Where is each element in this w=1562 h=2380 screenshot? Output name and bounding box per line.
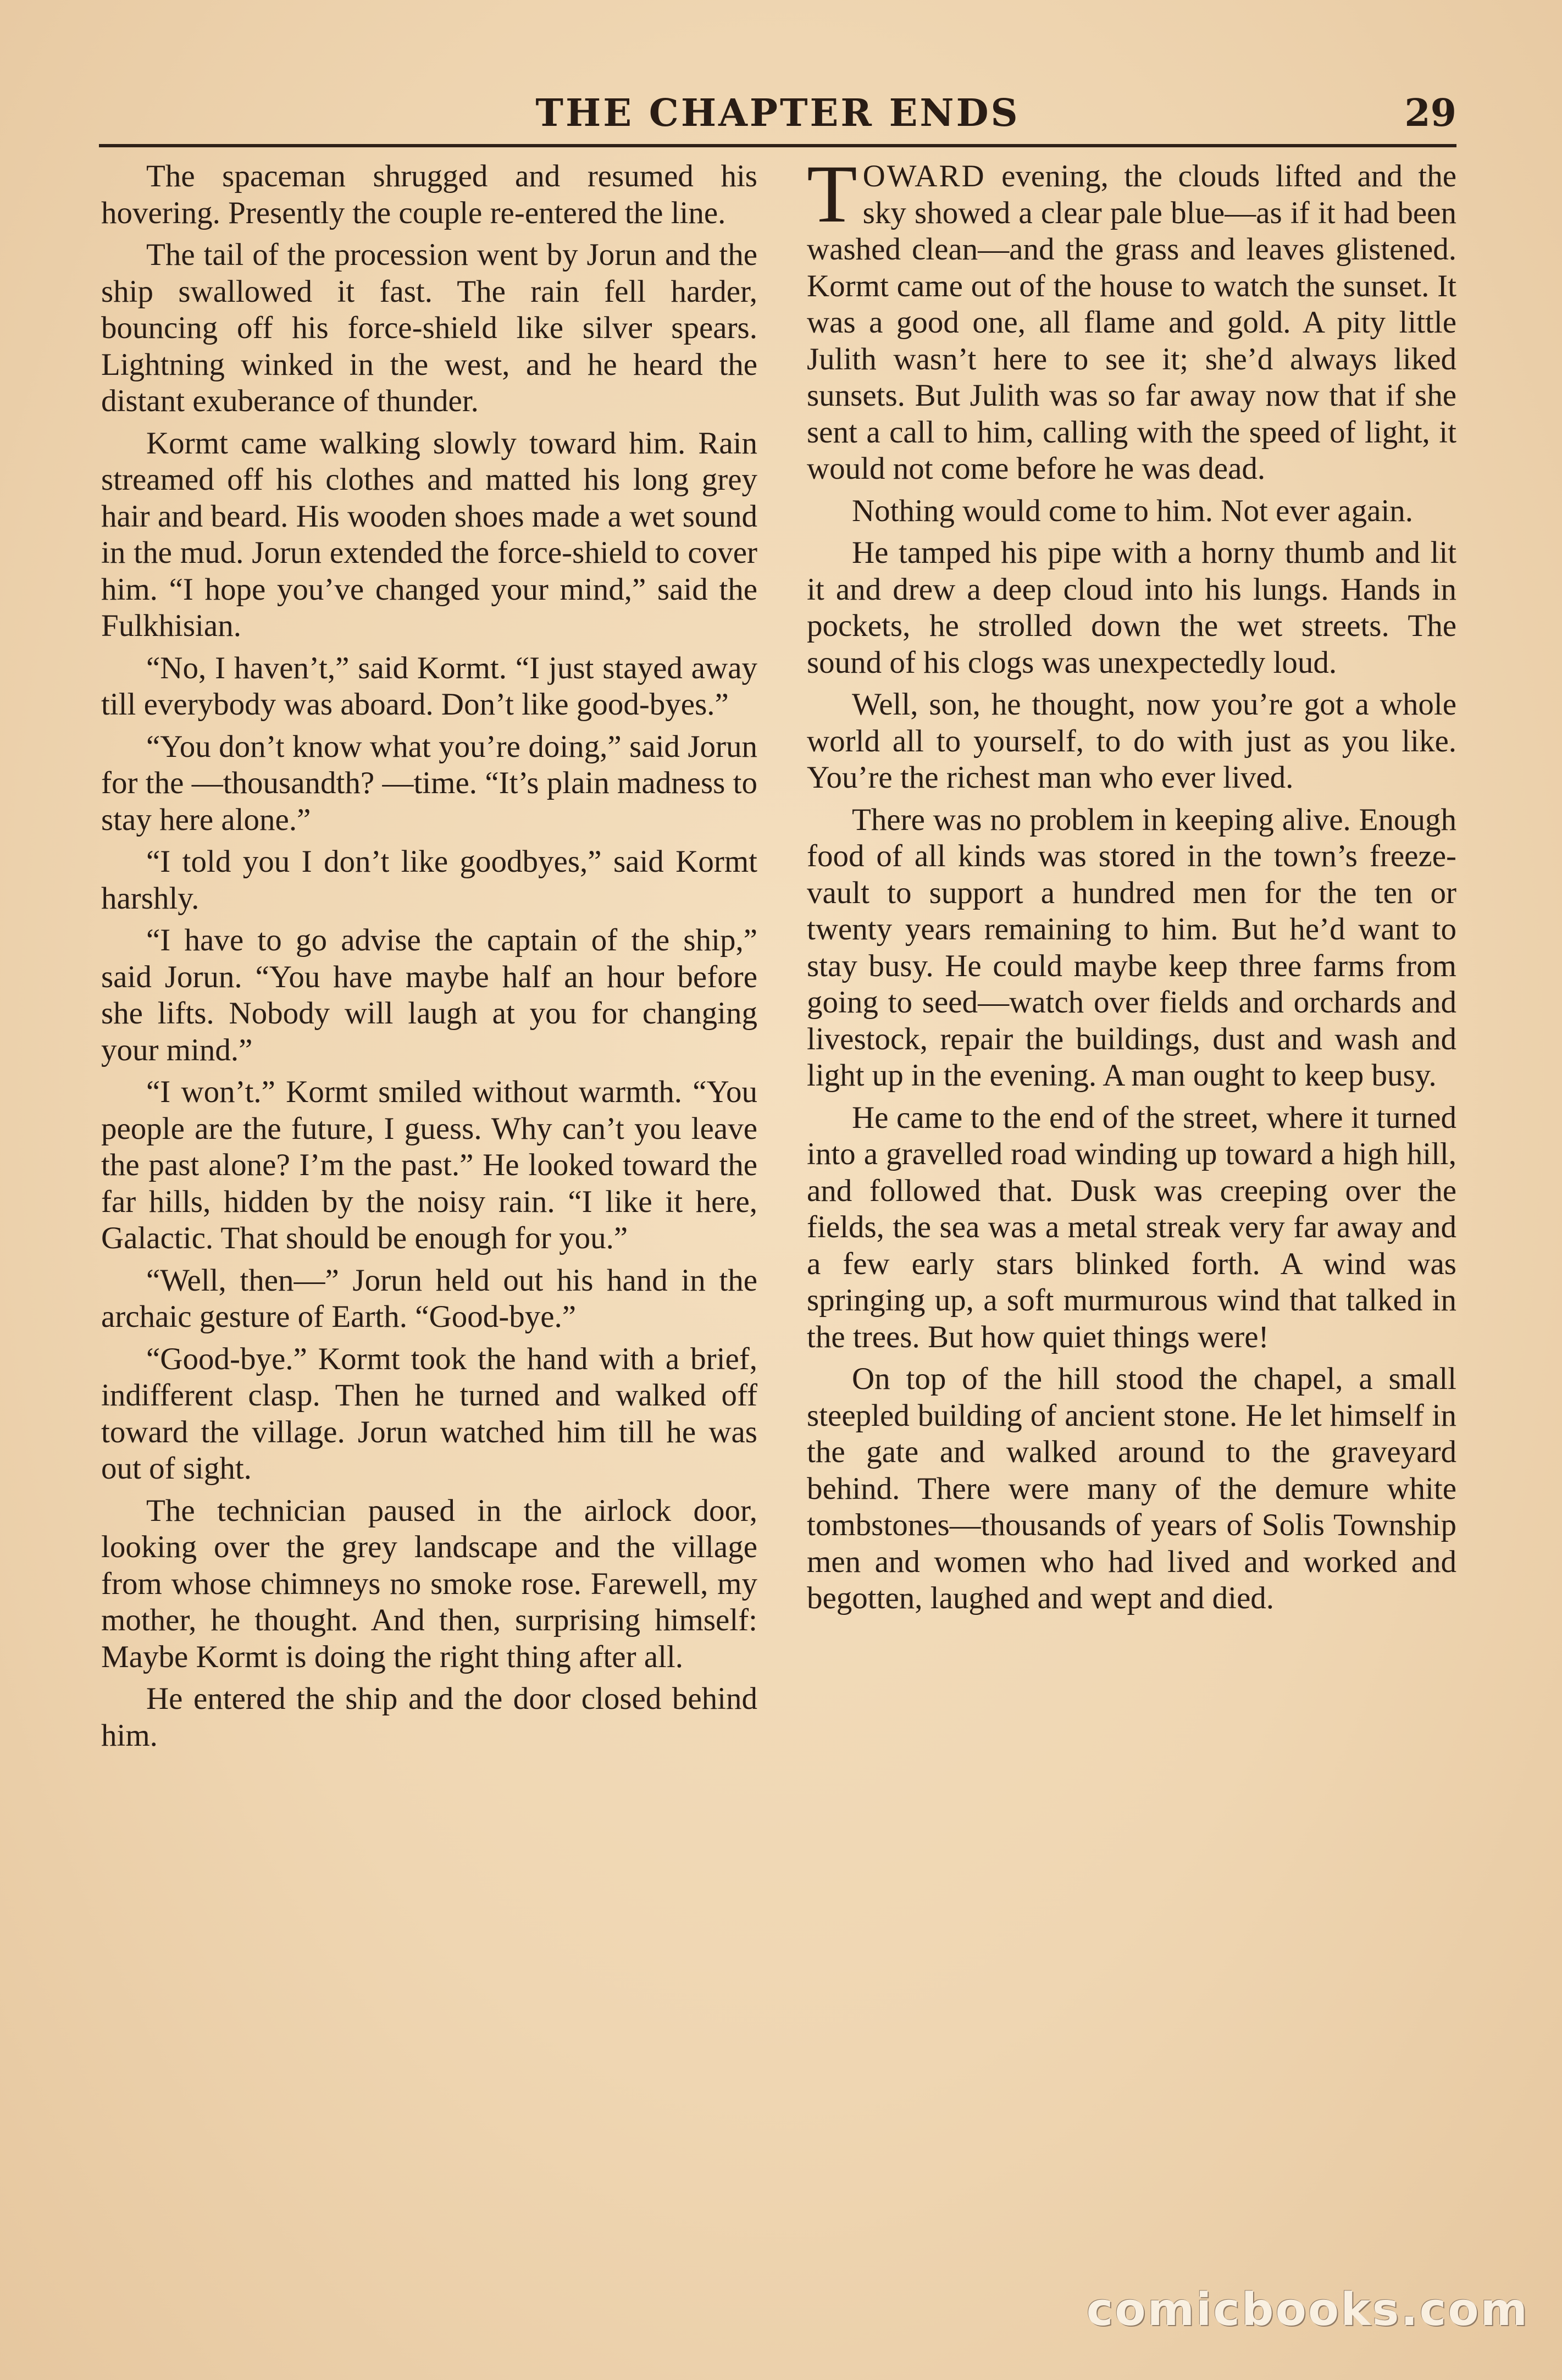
paragraph: “Well, then—” Jorun held out his hand in the archaic gesture of Earth. “Good-bye.” [101, 1263, 757, 1334]
header-rule [99, 144, 1456, 147]
paragraph: He entered the ship and the door closed behind him. [101, 1681, 757, 1753]
paragraph: The technician paused in the airlock door, looking over the grey landscape and the village from whose chimneys no smoke rose. Farewell, my mother, he thought. And then, surprising himself: Maybe Kormt is doing the right thing after all. [101, 1493, 757, 1674]
paragraph: “No, I haven’t,” said Kormt. “I just stayed away till everybody was aboard. Don’t like good-byes.” [101, 650, 757, 722]
paragraph: Nothing would come to him. Not ever again. [852, 493, 1414, 528]
page-number: 29 [1404, 91, 1456, 135]
opening-small-caps: OWARD [862, 159, 986, 193]
paragraph: “Good-bye.” Kormt took the hand with a brief, indifferent clasp. Then he turned and walked off toward the village. Jorun watched him till he was out of sight. [101, 1341, 757, 1486]
opening-paragraph [807, 158, 1456, 488]
opening-text: evening, the clouds lifted and the sky showed a clear pale blue—as if it had been washed clean—and the grass and leaves glistened. Kormt came out of the house to watch the sunset. It was a good one, all flame and gold. A pity little Julith wasn’t here to see it; she’d always liked sunsets. But Julith was so far away now that if she sent a call to him, calling with the speed of light, it would not come before he was dead. [807, 159, 1456, 486]
paragraph: He came to the end of the street, where it turned into a gravelled road winding up toward a high hill, and followed that. Dusk was creeping over the fields, the sea was a metal streak very far away and a few early stars blinked forth. A wind was springing up, a soft murmurous wind that talked in the trees. But how quiet things were! [807, 1100, 1456, 1354]
paragraph: The tail of the procession went by Jorun and the ship swallowed it fast. The rain fell harder, bouncing off his force-shield like silver spears. Lightning winked in the west, and he heard the distant exuberance of thunder. [101, 237, 757, 418]
paragraph: “I have to go advise the captain of the ship,” said Jorun. “You have maybe half an hour before she lifts. Nobody will laugh at you for changing your mind.” [101, 923, 757, 1067]
running-title: THE CHAPTER ENDS [535, 91, 1020, 135]
paragraph: “I won’t.” Kormt smiled without warmth. “You people are the future, I guess. Why can’t you leave the past alone? I’m the past.” He looked toward the far hills, hidden by the noisy rain. “I like it here, Galactic. That should be enough for you.” [101, 1075, 757, 1255]
right-column [807, 158, 1456, 2291]
paragraph: He tamped his pipe with a horny thumb and lit it and drew a deep cloud into his lungs. Hands in pockets, he strolled down the wet streets. The sound of his clogs was unexpectedly loud. [807, 535, 1456, 680]
running-head [99, 87, 1456, 147]
paragraph: There was no problem in keeping alive. Enough food of all kinds was stored in the town’s freeze-vault to support a hundred men for the ten or twenty years remaining to him. But he’d want to stay busy. He could maybe keep three farms from going to seed—watch over fields and orchards and livestock, repair the buildings, dust and wash and light up in the evening. A man ought to keep busy. [807, 802, 1456, 1093]
paragraph: Well, son, he thought, now you’re got a whole world all to yourself, to do with just as you like. You’re the richest man who ever lived. [807, 687, 1456, 795]
paragraph: “I told you I don’t like goodbyes,” said Kormt harshly. [101, 844, 757, 916]
paragraph: “You don’t know what you’re doing,” said Jorun for the —thousandth? —time. “It’s plain madness to stay here alone.” [101, 729, 757, 837]
drop-cap: T [807, 158, 857, 240]
paragraph: On top of the hill stood the chapel, a small steepled building of ancient stone. He let himself in the gate and walked around to the graveyard behind. There were many of the demure white tombstones—thousands of years of Solis Township men and women who had lived and worked and begotten, laughed and wept and died. [807, 1361, 1456, 1615]
left-column [101, 158, 757, 2291]
watermark: comicbooks.com [1086, 2284, 1529, 2336]
paragraph: Kormt came walking slowly toward him. Rain streamed off his clothes and matted his long grey hair and beard. His wooden shoes made a wet sound in the mud. Jorun extended the force-shield to cover him. “I hope you’ve changed your mind,” said the Fulkhisian. [101, 425, 757, 643]
paragraph: The spaceman shrugged and resumed his hovering. Presently the couple re-entered the line. [101, 159, 757, 230]
